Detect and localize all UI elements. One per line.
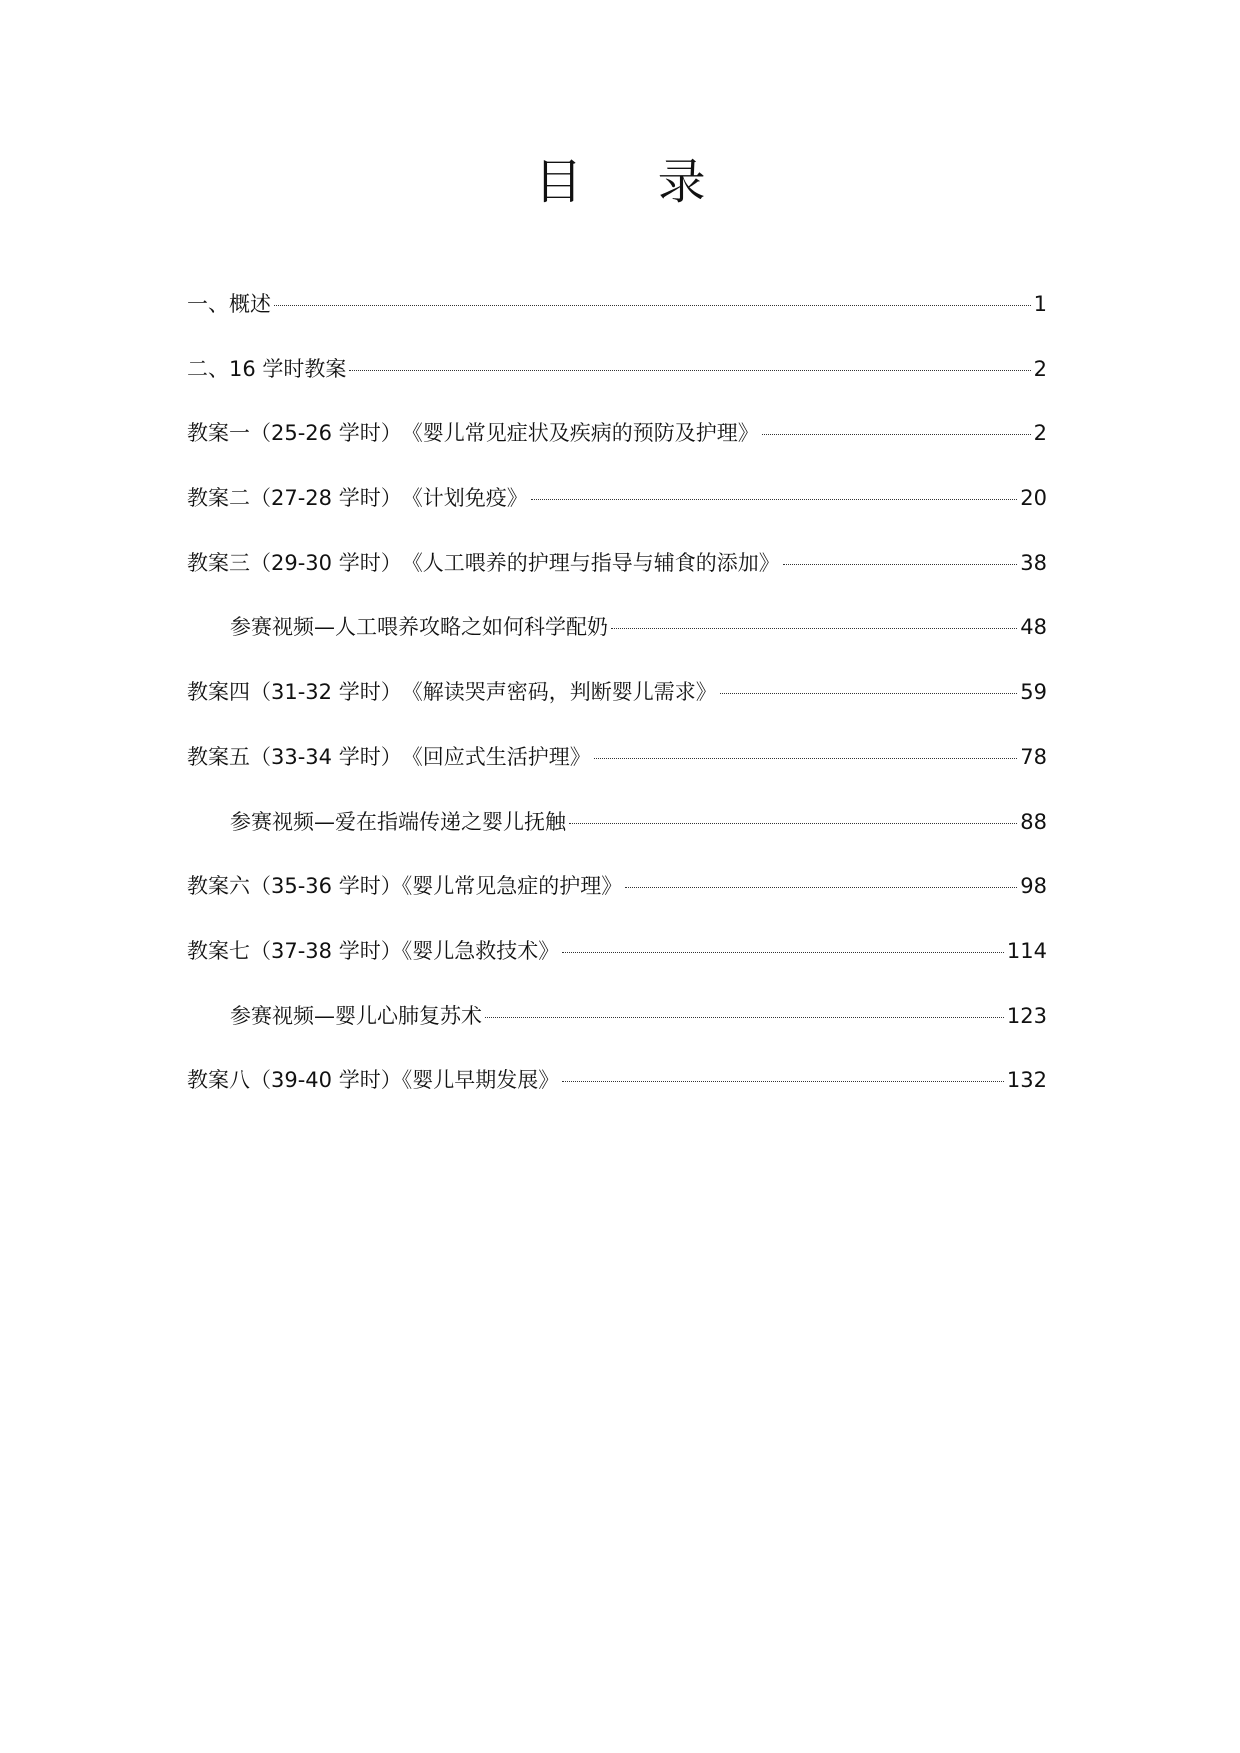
page-title: 目 录 [534, 154, 736, 210]
toc-dot-leader [562, 952, 1004, 953]
toc-page-number: 114 [1006, 938, 1047, 963]
toc-page-number: 88 [1020, 809, 1047, 834]
toc-entry-label: 教案二（27-28 学时） 《计划免疫》 [187, 486, 528, 511]
toc-entry-plan-6[interactable] [187, 872, 1047, 937]
toc-page-number: 59 [1020, 680, 1047, 705]
toc-entry-overview[interactable] [187, 290, 1047, 355]
toc-page-number: 2 [1033, 356, 1047, 381]
toc-dot-leader [783, 564, 1018, 565]
toc-dot-leader [562, 1081, 1004, 1082]
toc-page-number: 2 [1033, 421, 1047, 446]
toc-dot-leader [625, 887, 1017, 888]
toc-entry-label: 参赛视频—婴儿心肺复苏术 [230, 1003, 482, 1028]
toc-entry-16-hour-plans[interactable] [187, 355, 1047, 420]
toc-page-number: 98 [1020, 874, 1047, 899]
toc-page-number: 38 [1020, 550, 1047, 575]
toc-page-number: 48 [1020, 615, 1047, 640]
toc-entry-video-massage[interactable] [187, 808, 1047, 873]
toc-dot-leader [569, 823, 1017, 824]
toc-entry-plan-8[interactable] [187, 1066, 1047, 1131]
toc-dot-leader [485, 1017, 1004, 1018]
toc-entry-plan-1[interactable] [187, 419, 1047, 484]
toc-page-number: 78 [1020, 744, 1047, 769]
toc-dot-leader [762, 434, 1031, 435]
toc-entry-label: 教案六（35-36 学时）《婴儿常见急症的护理》 [187, 874, 623, 899]
toc-entry-label: 二、16 学时教案 [187, 356, 347, 381]
toc-page-number: 1 [1033, 292, 1047, 316]
toc-entry-label: 教案三（29-30 学时） 《人工喂养的护理与指导与辅食的添加》 [187, 550, 780, 575]
toc-entry-label: 教案五（33-34 学时） 《回应式生活护理》 [187, 744, 591, 769]
toc-dot-leader [611, 628, 1017, 629]
toc-entry-video-formula[interactable] [187, 613, 1047, 678]
toc-dot-leader [531, 499, 1018, 500]
toc-page-number: 123 [1006, 1003, 1047, 1028]
toc-entry-label: 教案八（39-40 学时）《婴儿早期发展》 [187, 1068, 560, 1093]
toc-dot-leader [349, 370, 1030, 371]
toc-entry-plan-3[interactable] [187, 549, 1047, 614]
toc-entry-label: 一、概述 [187, 292, 271, 316]
toc-dot-leader [274, 305, 1031, 306]
toc-dot-leader [594, 758, 1018, 759]
toc-entry-plan-7[interactable] [187, 937, 1047, 1002]
toc-entry-plan-5[interactable] [187, 743, 1047, 808]
toc-page-number: 20 [1020, 486, 1047, 511]
toc-entry-label: 教案七（37-38 学时）《婴儿急救技术》 [187, 938, 560, 963]
toc-entry-video-cpr[interactable] [187, 1002, 1047, 1067]
toc-dot-leader [720, 693, 1018, 694]
toc-entry-label: 教案四（31-32 学时） 《解读哭声密码，判断婴儿需求》 [187, 680, 717, 705]
toc-entry-label: 参赛视频—爱在指端传递之婴儿抚触 [230, 809, 566, 834]
table-of-contents [187, 290, 1047, 1131]
toc-entry-plan-2[interactable] [187, 484, 1047, 549]
toc-entry-label: 参赛视频—人工喂养攻略之如何科学配奶 [230, 615, 608, 640]
toc-entry-plan-4[interactable] [187, 678, 1047, 743]
toc-entry-label: 教案一（25-26 学时） 《婴儿常见症状及疾病的预防及护理》 [187, 421, 759, 446]
toc-page-number: 132 [1006, 1068, 1047, 1093]
